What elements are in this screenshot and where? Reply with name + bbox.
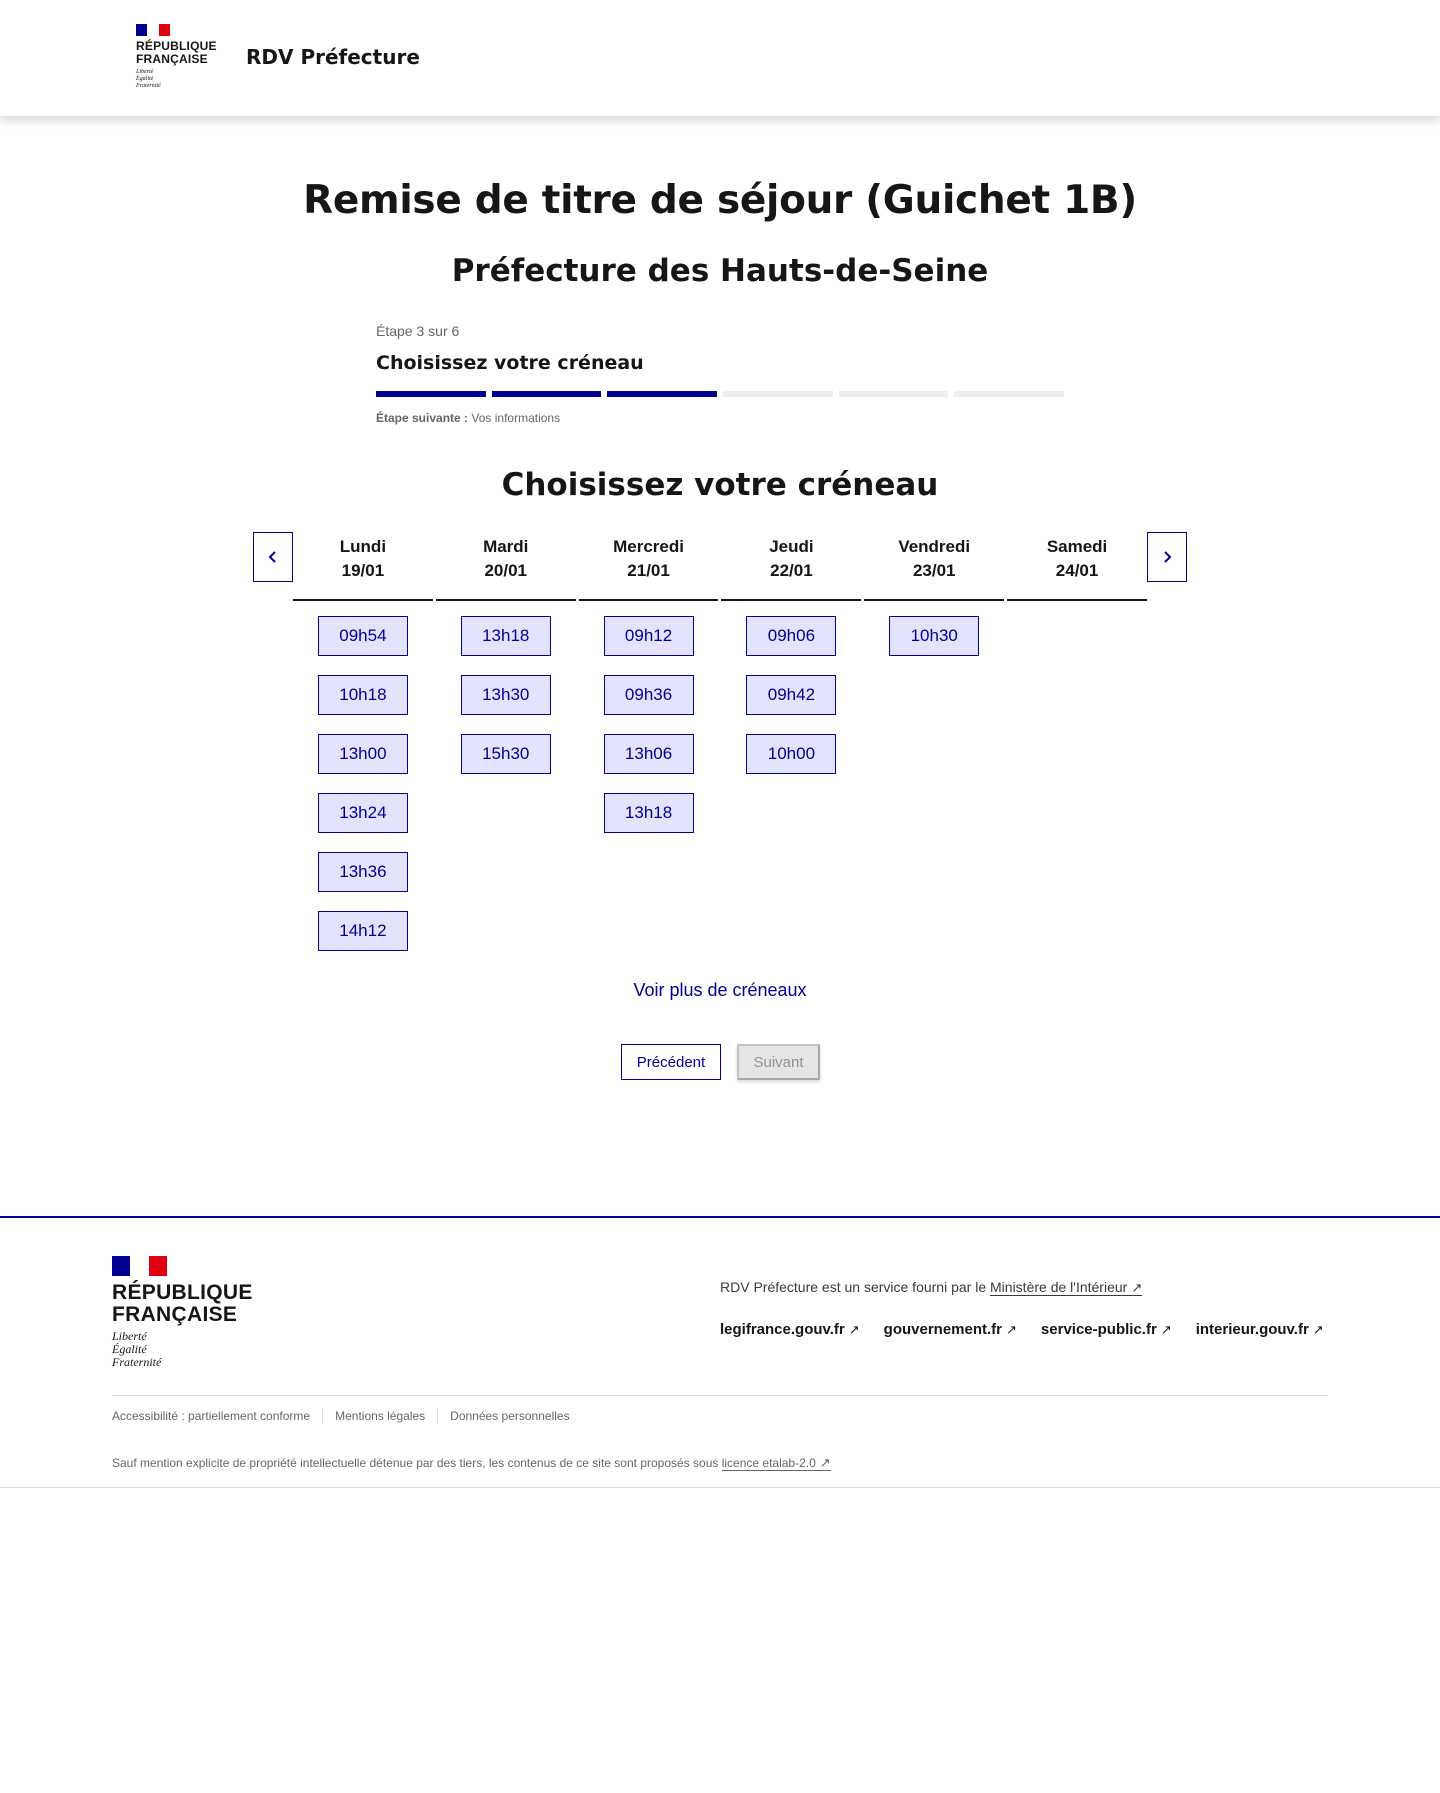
calendar-days	[293, 532, 1147, 951]
step-next-label: Étape suivante :	[376, 411, 469, 425]
step-next-value: Vos informations	[471, 411, 561, 425]
time-slot-button[interactable]: 13h18	[461, 616, 551, 656]
devise-fraternite: Fraternité	[136, 83, 161, 89]
day-date: 21/01	[627, 561, 670, 580]
footer-logo-line-1: RÉPUBLIQUE	[112, 1281, 253, 1304]
day-name: Samedi	[1046, 537, 1108, 556]
time-slot-button[interactable]: 13h24	[318, 793, 408, 833]
day-date: 19/01	[341, 561, 385, 580]
day-column-vendredi	[864, 532, 1004, 951]
time-slot-button[interactable]: 09h36	[604, 675, 694, 715]
previous-week-button[interactable]	[253, 532, 293, 582]
day-column-lundi	[293, 532, 433, 951]
slot-list	[721, 601, 861, 774]
day-column-jeudi	[721, 532, 861, 951]
time-slot-button[interactable]: 13h30	[461, 675, 551, 715]
footer-link-label: legifrance.gouv.fr	[720, 1321, 845, 1338]
day-date: 23/01	[912, 561, 956, 580]
day-name: Mercredi	[613, 537, 684, 556]
footer-logo-line-2: FRANÇAISE	[112, 1303, 238, 1326]
footer-bottom-links	[112, 1409, 582, 1423]
step-bar-1	[376, 391, 486, 397]
more-slots-link[interactable]: Voir plus de créneaux	[633, 980, 807, 1000]
footer-link-service-public[interactable]	[1041, 1321, 1172, 1338]
time-slot-button[interactable]: 09h54	[318, 616, 408, 656]
slot-list	[864, 601, 1004, 656]
step-bar-4	[723, 391, 833, 397]
footer-description-text: RDV Préfecture est un service fourni par le	[720, 1279, 991, 1295]
footer-link-label: interieur.gouv.fr	[1195, 1321, 1309, 1338]
flag-icon	[136, 24, 170, 36]
day-name: Lundi	[339, 537, 387, 556]
external-link-icon: ↗	[1312, 1322, 1324, 1337]
day-header	[579, 532, 719, 601]
stepper	[376, 323, 1064, 425]
time-slot-button[interactable]: 13h06	[604, 734, 694, 774]
day-column-mardi	[436, 532, 576, 951]
step-bar-6	[954, 391, 1064, 397]
day-header	[293, 532, 433, 601]
external-link-icon: ↗	[1131, 1280, 1143, 1295]
footer-links	[720, 1321, 1324, 1338]
external-link-icon: ↗	[1160, 1322, 1172, 1337]
external-link-icon: ↗	[819, 1455, 831, 1470]
step-bar-2	[492, 391, 602, 397]
external-link-icon: ↗	[848, 1322, 860, 1337]
footer-devise-liberte: Liberté	[112, 1329, 147, 1343]
step-bar-3	[607, 391, 717, 397]
time-slot-button[interactable]: 14h12	[318, 911, 408, 951]
step-count: Étape 3 sur 6	[376, 323, 460, 339]
slot-list	[436, 601, 576, 774]
day-header	[1007, 532, 1147, 601]
step-next	[376, 411, 1064, 425]
site-footer	[0, 1216, 1440, 1488]
footer-divider	[112, 1395, 1328, 1396]
external-link-icon: ↗	[1006, 1322, 1017, 1337]
page-title: Remise de titre de séjour (Guichet 1B)	[303, 178, 1137, 223]
day-header	[436, 532, 576, 601]
time-slot-button[interactable]: 09h42	[746, 675, 836, 715]
section-title: Choisissez votre créneau	[501, 467, 939, 503]
previous-button[interactable]: Précédent	[621, 1044, 721, 1080]
slot-list	[1007, 601, 1147, 616]
footer-devise-egalite: Égalité	[112, 1342, 147, 1356]
time-slot-button[interactable]: 10h18	[318, 675, 408, 715]
footer-link-label: service-public.fr	[1040, 1321, 1157, 1338]
logo-line-2: FRANÇAISE	[136, 52, 208, 66]
day-name: Vendredi	[898, 537, 971, 556]
day-date: 20/01	[484, 561, 528, 580]
time-slot-button[interactable]: 13h36	[318, 852, 408, 892]
chevron-right-icon	[1161, 550, 1173, 564]
republique-francaise-logo[interactable]	[136, 24, 216, 94]
footer-republique-francaise-logo[interactable]	[112, 1256, 253, 1369]
slot-list	[293, 601, 433, 951]
day-column-samedi	[1007, 532, 1147, 951]
page-subtitle: Préfecture des Hauts-de-Seine	[451, 253, 989, 289]
time-slot-button[interactable]: 10h30	[889, 616, 979, 656]
time-slot-button[interactable]: 15h30	[461, 734, 551, 774]
footer-license	[112, 1455, 831, 1471]
personal-data-link[interactable]: Données personnelles	[437, 1409, 581, 1423]
footer-link-legifrance[interactable]	[720, 1321, 860, 1338]
next-week-button[interactable]	[1147, 532, 1187, 582]
footer-devise-fraternite: Fraternité	[112, 1355, 162, 1369]
time-slot-button[interactable]: 13h18	[604, 793, 694, 833]
next-button[interactable]: Suivant	[737, 1044, 820, 1080]
license-text: Sauf mention explicite de propriété intellectuelle détenue par des tiers, les contenus de ce site sont proposés sous	[112, 1456, 722, 1470]
devise-liberte: Liberté	[136, 69, 154, 75]
logo-line-1: RÉPUBLIQUE	[136, 39, 217, 53]
site-header	[0, 0, 1440, 116]
day-header	[721, 532, 861, 601]
footer-link-gouvernement[interactable]	[884, 1321, 1017, 1338]
time-slot-button[interactable]: 09h06	[746, 616, 836, 656]
service-name[interactable]: RDV Préfecture	[246, 45, 420, 69]
day-name: Mardi	[483, 537, 529, 556]
footer-description	[720, 1279, 1142, 1296]
chevron-left-icon	[267, 550, 279, 564]
license-link[interactable]	[722, 1456, 831, 1471]
accessibility-link[interactable]: Accessibilité : partiellement conforme	[112, 1409, 311, 1423]
flag-icon	[112, 1256, 167, 1276]
devise-egalite: Égalité	[136, 76, 154, 82]
day-date: 24/01	[1055, 561, 1099, 580]
slot-list	[579, 601, 719, 833]
day-name: Jeudi	[769, 537, 814, 556]
footer-link-interieur[interactable]	[1196, 1321, 1324, 1338]
day-header	[864, 532, 1004, 601]
ministere-link-label: Ministère de l'Intérieur	[990, 1279, 1128, 1295]
ministere-link[interactable]	[990, 1279, 1142, 1296]
time-slot-button[interactable]: 13h00	[318, 734, 408, 774]
step-bar-5	[839, 391, 949, 397]
step-progress-bar	[376, 391, 1064, 397]
day-column-mercredi	[579, 532, 719, 951]
time-slot-button[interactable]: 09h12	[604, 616, 694, 656]
footer-link-label: gouvernement.fr	[883, 1321, 1003, 1338]
step-title: Choisissez votre créneau	[376, 352, 644, 374]
time-slot-button[interactable]: 10h00	[746, 734, 836, 774]
day-date: 22/01	[770, 561, 813, 580]
legal-notice-link[interactable]: Mentions légales	[322, 1409, 437, 1423]
license-link-label: licence etalab-2.0	[721, 1456, 816, 1470]
